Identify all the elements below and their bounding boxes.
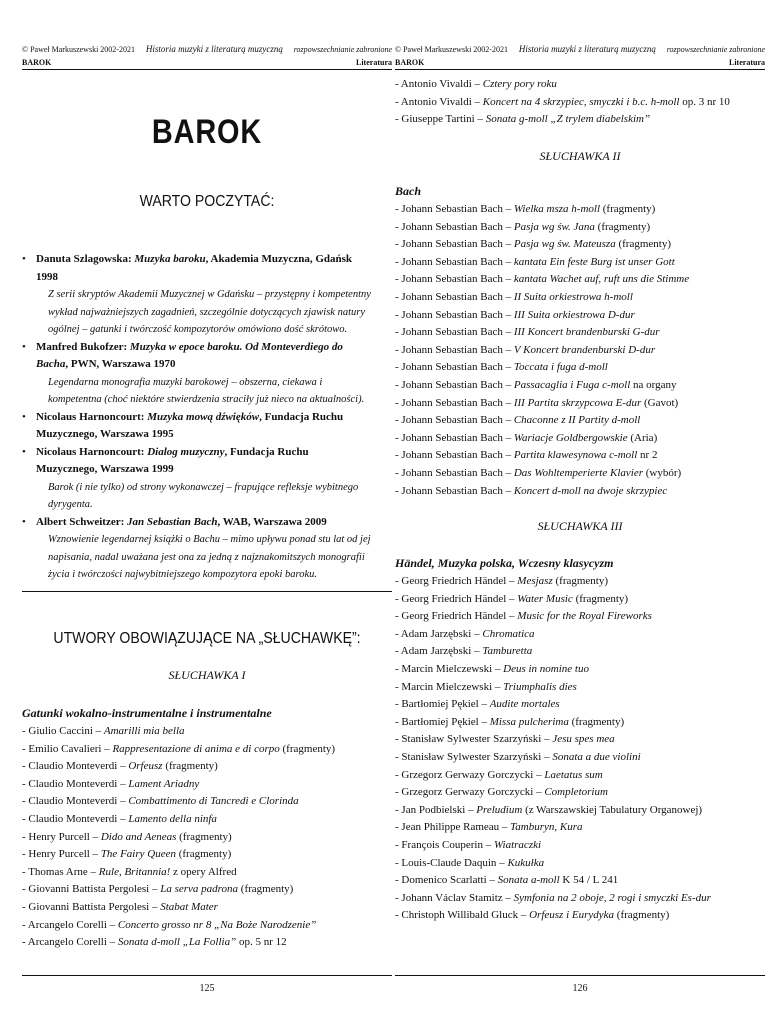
work-item [395, 201, 765, 219]
work-item [22, 899, 392, 917]
book-title-entry: Jan Sebastian Bach [127, 515, 218, 528]
book-annotation: Z serii skryptów Akademii Muzycznej w Gdańsku – przystępny i kompetentny wykład najważniejszych zagadnień, szczególnie dotyczących zjawisk natury ogólnej – gatunki i twórczość kompozytorów omówiono dość skrótowo. [48, 289, 371, 335]
work-title: Laetatus sum [544, 768, 603, 781]
work-title: Deus in nomine tuo [503, 662, 589, 675]
work-title: Rappresentazione di anima e di corpo [112, 742, 280, 755]
work-item [395, 696, 765, 714]
composer: - Johann Sebastian Bach – [395, 361, 514, 374]
work-title: Orfeusz i Eurydyka [529, 909, 615, 922]
book-author: Danuta Szlagowska: [36, 253, 135, 265]
composer: - Henry Purcell – [22, 848, 101, 861]
composer: - Johann Sebastian Bach – [395, 378, 514, 391]
composer: - Johann Sebastian Bach – [395, 343, 514, 356]
work-item [395, 837, 765, 855]
composer: - Marcin Mielczewski – [395, 680, 504, 693]
composer: - Giuseppe Tartini – [395, 113, 486, 126]
composer: - Arcangelo Corelli – [22, 936, 118, 949]
work-title: Das Wohltemperierte Klavier [513, 466, 643, 479]
work-item [395, 395, 765, 413]
book-author: Manfred Bukofzer: [36, 340, 130, 353]
book-author: Albert Schweitzer: [36, 515, 128, 528]
work-item [395, 872, 765, 890]
composer: - Jan Podbielski – [395, 803, 477, 816]
category-heading: Gatunki wokalno-instrumentalne i instrumentalne [22, 706, 272, 720]
work-item [395, 324, 765, 342]
composer: - Antonio Vivaldi – [395, 78, 483, 90]
work-item [395, 377, 765, 395]
composer: - Johann Sebastian Bach – [395, 203, 514, 215]
composer: - Stanisław Sylwester Szarzyński – [395, 733, 553, 746]
reading-item [22, 251, 372, 339]
footer-rule [395, 975, 765, 976]
work-item [395, 289, 765, 307]
composer: - Stanisław Sylwester Szarzyński – [395, 750, 553, 763]
work-item [395, 819, 765, 837]
running-header [22, 44, 392, 54]
work-title: Pasja wg św. Mateusza [513, 238, 616, 251]
work-title: Dido and Aeneas [100, 830, 177, 843]
composer: - Johann Sebastian Bach – [395, 326, 514, 339]
work-title: Jesu spes mea [552, 733, 615, 746]
work-title: Kukułka [507, 856, 545, 869]
composer: - Antonio Vivaldi – [395, 95, 483, 108]
work-title: Concerto grosso nr 8 „Na Boże Narodzenie” [117, 918, 317, 931]
headphone-heading: SŁUCHAWKA II [539, 149, 621, 163]
work-title: Cztery pory roku [482, 78, 557, 90]
work-title: III Suita orkiestrowa D-dur [513, 308, 635, 321]
work-title: Sonata a-moll [497, 874, 560, 887]
work-item [22, 846, 392, 864]
composer: - Johann Sebastian Bach – [395, 273, 514, 286]
work-item [395, 307, 765, 325]
work-title: Chaconne z II Partity d-moll [513, 414, 641, 427]
composer: - Johann Sebastian Bach – [395, 238, 514, 251]
book-title-entry: Muzyka w epoce baroku. Od Monteverdiego do Bacha [36, 340, 343, 370]
work-item [395, 907, 765, 925]
work-title: kantata Ein feste Burg ist unser Gott [513, 255, 675, 268]
composer: - Johann Václav Stamitz – [395, 891, 514, 904]
work-item [395, 219, 765, 237]
works-heading: UTWORY OBOWIĄZUJĄCE NA „SŁUCHAWKĘ”: [53, 630, 361, 647]
reading-item [22, 409, 372, 444]
works-list [22, 723, 392, 952]
running-header [395, 44, 765, 54]
composer: - Johann Sebastian Bach – [395, 255, 514, 268]
page-number: 125 [199, 983, 215, 994]
composer: - Thomas Arne – [22, 865, 99, 878]
composer: - Johann Sebastian Bach – [395, 308, 514, 321]
work-note: (fragmenty) [175, 848, 232, 861]
work-title: Rule, Britannia! [98, 865, 171, 878]
work-item [395, 271, 765, 289]
work-title: V Koncert brandenburski D-dur [513, 343, 656, 356]
composer: - Johann Sebastian Bach – [395, 290, 514, 303]
headphone-heading: SŁUCHAWKA I [168, 668, 246, 682]
work-item [395, 359, 765, 377]
work-item [395, 483, 765, 501]
composer: - Adam Jarzębski – [395, 645, 483, 658]
composer: - Arcangelo Corelli – [22, 918, 118, 931]
work-item [395, 731, 765, 749]
rights-note: rozpowszechnianie zabronione [293, 45, 392, 54]
composer: - Giovanni Battista Pergolesi – [22, 900, 161, 913]
reading-item [22, 514, 372, 584]
work-item [395, 890, 765, 908]
work-item [395, 342, 765, 360]
composer: - Johann Sebastian Bach – [395, 484, 514, 497]
work-title: Music for the Royal Fireworks [517, 610, 652, 623]
work-item [22, 829, 392, 847]
right-page [395, 0, 765, 1024]
work-title: La serva padrona [160, 883, 239, 896]
work-item [395, 626, 765, 644]
composer: - Marcin Mielczewski – [395, 662, 504, 675]
work-note: (fragmenty) [572, 592, 629, 605]
work-item [22, 758, 392, 776]
composer: - Claudio Monteverdi – [22, 795, 129, 808]
composer: - Grzegorz Gerwazy Gorczycki – [395, 768, 545, 781]
work-title: II Suita orkiestrowa h-moll [513, 290, 633, 303]
work-title: Amarilli mia bella [103, 725, 185, 737]
composer: - François Couperin – [395, 838, 494, 851]
composer: - Giovanni Battista Pergolesi – [22, 883, 161, 896]
composer: - Christoph Willibald Gluck – [395, 909, 530, 922]
works-list-continued [395, 76, 765, 129]
book-publisher: , WAB, Warszawa 2009 [217, 515, 327, 528]
work-title: Orfeusz [128, 760, 163, 773]
work-note: z opery Alfred [170, 865, 237, 878]
sub-header [395, 58, 765, 70]
work-title: Wielka msza h-moll [513, 203, 601, 215]
page-title: BAROK [151, 113, 263, 151]
composer: - Henry Purcell – [22, 830, 101, 843]
work-title: The Fairy Queen [100, 848, 176, 861]
work-note: (fragmenty) [615, 238, 671, 251]
work-note: na organy [630, 378, 677, 391]
work-note: (fragmenty) [568, 715, 625, 728]
work-note: (fragmenty) [279, 742, 336, 755]
composer: - Emilio Cavalieri – [22, 742, 113, 755]
reading-item [22, 444, 372, 514]
footer-rule [22, 975, 392, 976]
work-item [395, 94, 765, 112]
book-annotation: Barok (i nie tylko) od strony wykonawczej – frapujące refleksje wybitnego dyrygenta. [48, 481, 359, 510]
work-item [395, 714, 765, 732]
left-page [22, 0, 392, 1024]
work-item [22, 934, 392, 952]
work-item [395, 784, 765, 802]
work-title: Missa pulcherima [489, 715, 569, 728]
sub-header [22, 58, 392, 70]
work-item [22, 864, 392, 882]
composer: - Johann Sebastian Bach – [395, 220, 514, 233]
category-label: Literatura [729, 58, 765, 67]
book-title-entry: Muzyka mową dźwięków [147, 410, 260, 423]
work-note: (fragmenty) [176, 830, 232, 843]
book-annotation: Wznowienie legendarnej książki o Bachu – mimo upływu ponad stu lat od jej napisania, nadal uważana jest ona za jedną z najznakomitszych monografii życia i twórczości najwybitniejszego kompozytora epoki baroku. [48, 534, 371, 580]
work-item [22, 811, 392, 829]
work-title: III Koncert brandenburski G-dur [513, 326, 660, 339]
composer: - Grzegorz Gerwazy Gorczycki – [395, 786, 545, 799]
rights-note: rozpowszechnianie zabronione [666, 45, 765, 54]
work-note: op. 5 nr 12 [236, 936, 287, 949]
copyright: © Paweł Markuszewski 2002-2021 [22, 45, 135, 54]
composer: - Claudio Monteverdi – [22, 812, 129, 825]
work-note: (wybór) [642, 466, 682, 479]
book-title: Historia muzyki z literaturą muzyczną [518, 44, 656, 54]
work-title: Tamburyn, Kura [510, 821, 583, 834]
work-note: (fragmenty) [552, 575, 609, 587]
work-item [395, 465, 765, 483]
work-title: Combattimento di Tancredi e Clorinda [128, 795, 299, 808]
composer: - Johann Sebastian Bach – [395, 431, 514, 444]
work-item [395, 749, 765, 767]
composer: - Adam Jarzębski – [395, 627, 483, 640]
work-title: Water Music [517, 592, 573, 605]
work-item [395, 679, 765, 697]
book-publisher: , Fundacja Ruchu Muzycznego, Warszawa 1995 [36, 410, 344, 440]
work-item [395, 643, 765, 661]
work-title: Symfonia na 2 oboje, 2 rogi i smyczki Es-dur [513, 891, 711, 904]
work-title: Audite mortales [489, 698, 560, 711]
composer: - Bartłomiej Pękiel – [395, 715, 490, 728]
work-note: op. 3 nr 10 [679, 95, 730, 108]
works-list [395, 573, 765, 925]
work-item [395, 802, 765, 820]
work-title: Tamburetta [482, 645, 533, 658]
book-title: Historia muzyki z literaturą muzyczną [145, 44, 283, 54]
section-divider [22, 591, 392, 592]
work-title: Wiatraczki [493, 838, 542, 851]
work-note: (fragmenty) [594, 220, 651, 233]
book-publisher: , PWN, Warszawa 1970 [65, 358, 176, 370]
work-item [22, 776, 392, 794]
work-title: III Partita skrzypcowa E-dur [513, 396, 642, 409]
work-item [395, 236, 765, 254]
book-publisher: , Fundacja Ruchu Muzycznego, Warszawa 1999 [36, 445, 309, 475]
work-item [22, 917, 392, 935]
composer: - Johann Sebastian Bach – [395, 396, 514, 409]
composer: - Georg Friedrich Händel – [395, 610, 518, 623]
work-item [22, 741, 392, 759]
category-heading: Bach [395, 184, 422, 198]
book-annotation: Legendarna monografia muzyki barokowej – obszerna, ciekawa i kompetentna (choć niektóre stwierdzenia straciły już nieco na aktualności). [48, 376, 365, 405]
work-title: Sonata d-moll „La Follia” [117, 936, 237, 949]
work-title: Triumphalis dies [503, 680, 577, 693]
work-note: (Aria) [627, 431, 658, 444]
work-title: Preludium [476, 803, 523, 816]
composer: - Claudio Monteverdi – [22, 777, 129, 790]
work-item [395, 412, 765, 430]
reading-list [22, 251, 372, 584]
work-item [395, 430, 765, 448]
work-title: Koncert d-moll na dwoje skrzypiec [513, 484, 668, 497]
work-title: Partita klawesynowa c-moll [513, 449, 638, 462]
reading-item [22, 339, 372, 409]
work-item [395, 591, 765, 609]
work-title: Toccata i fuga d-moll [513, 361, 608, 374]
book-author: Nicolaus Harnoncourt: [36, 445, 148, 458]
work-title: Lament Ariadny [128, 777, 200, 790]
composer: - Georg Friedrich Händel – [395, 592, 518, 605]
section-label: BAROK [395, 58, 425, 67]
work-title: Koncert na 4 skrzypiec, smyczki i b.c. h-moll [482, 95, 680, 108]
composer: - Domenico Scarlatti – [395, 874, 498, 887]
composer: - Giulio Caccini – [22, 725, 104, 737]
category-heading: Händel, Muzyka polska, Wczesny klasycyzm [395, 556, 614, 570]
work-item [395, 254, 765, 272]
book-author: Nicolaus Harnoncourt: [36, 410, 148, 423]
work-title: Lamento della ninfa [128, 812, 217, 825]
work-item [395, 661, 765, 679]
work-item [22, 793, 392, 811]
work-item [22, 723, 392, 741]
work-item [395, 111, 765, 129]
work-item [395, 608, 765, 626]
composer: - Georg Friedrich Händel – [395, 575, 518, 587]
work-note: (Gavot) [641, 396, 679, 409]
category-label: Literatura [356, 58, 392, 67]
work-title: Sonata g-moll „Z trylem diabelskim” [485, 113, 651, 126]
reading-heading: WARTO POCZYTAĆ: [139, 193, 275, 210]
book-publisher: , Akademia Muzyczna, Gdańsk 1998 [36, 253, 353, 283]
work-item [395, 573, 765, 591]
composer: - Jean Philippe Rameau – [395, 821, 511, 834]
work-item [22, 881, 392, 899]
work-title: Sonata a due violini [552, 750, 641, 763]
composer: - Johann Sebastian Bach – [395, 449, 514, 462]
work-title: Stabat Mater [160, 900, 218, 913]
book-title-entry: Dialog muzyczny [147, 445, 225, 458]
work-note: (z Warszawskiej Tabulatury Organowej) [522, 803, 703, 816]
composer: - Louis-Claude Daquin – [395, 856, 508, 869]
section-label: BAROK [22, 58, 52, 67]
work-note: (fragmenty) [600, 203, 656, 215]
works-list [395, 201, 765, 500]
work-item [395, 855, 765, 873]
work-title: Completorium [544, 786, 608, 799]
work-note: (fragmenty) [614, 909, 670, 922]
work-note: K 54 / L 241 [559, 874, 619, 887]
work-note: (fragmenty) [162, 760, 218, 773]
work-title: Pasja wg św. Jana [513, 220, 595, 233]
work-title: Passacaglia i Fuga c-moll [513, 378, 631, 391]
headphone-heading: SŁUCHAWKA III [537, 519, 623, 533]
copyright: © Paweł Markuszewski 2002-2021 [395, 45, 508, 54]
work-item [395, 76, 765, 94]
work-title: kantata Wachet auf, ruft uns die Stimme [513, 273, 690, 286]
composer: - Claudio Monteverdi – [22, 760, 129, 773]
work-title: Chromatica [482, 627, 535, 640]
work-note: nr 2 [637, 449, 658, 462]
work-item [395, 447, 765, 465]
work-title: Wariacje Goldbergowskie [513, 431, 628, 444]
page-number: 126 [572, 983, 588, 994]
book-title-entry: Muzyka baroku [134, 253, 206, 265]
work-note: (fragmenty) [238, 883, 294, 896]
composer: - Bartłomiej Pękiel – [395, 698, 490, 711]
composer: - Johann Sebastian Bach – [395, 466, 514, 479]
work-title: Mesjasz [517, 575, 553, 587]
composer: - Johann Sebastian Bach – [395, 414, 514, 427]
work-item [395, 767, 765, 785]
